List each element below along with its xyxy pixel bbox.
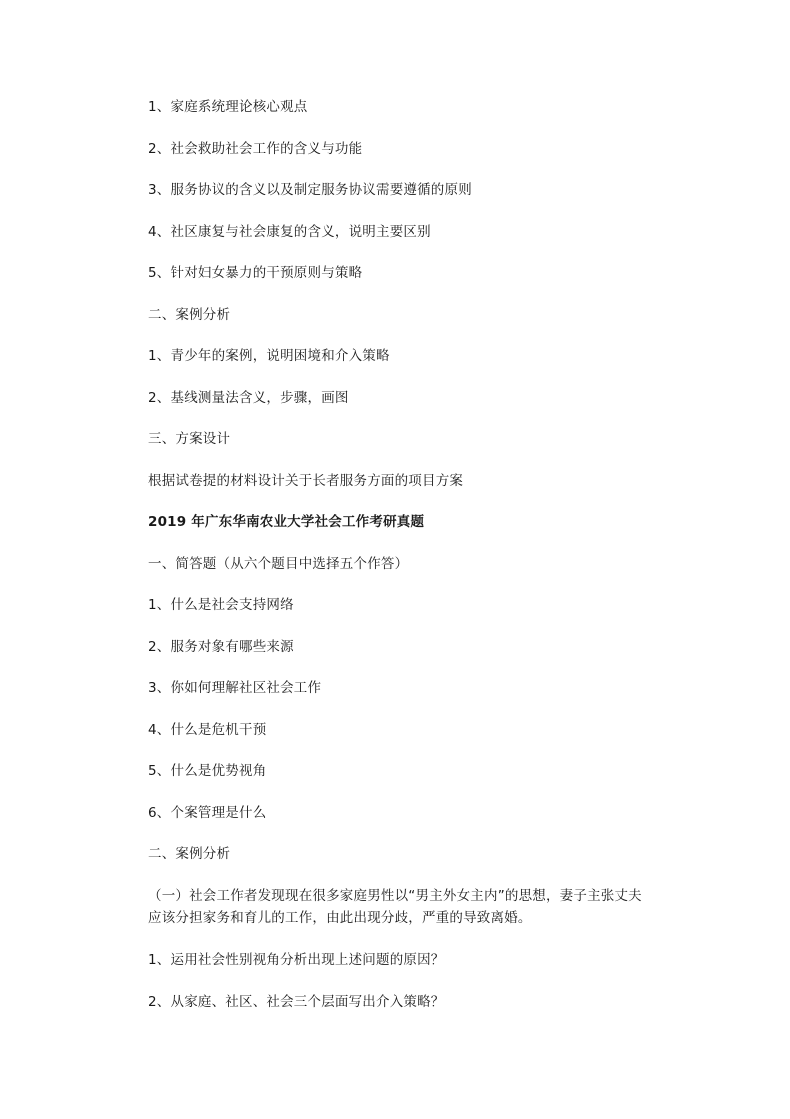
list-item: 2、服务对象有哪些来源 <box>148 639 294 655</box>
list-item: 2、基线测量法含义，步骤，画图 <box>148 390 349 406</box>
paragraph: 根据试卷提的材料设计关于长者服务方面的项目方案 <box>148 473 464 489</box>
list-item: 5、什么是优势视角 <box>148 763 267 779</box>
question-item: 2、从家庭、社区、社会三个层面写出介入策略？ <box>148 994 445 1010</box>
question-item: 1、运用社会性别视角分析出现上述问题的原因？ <box>148 952 445 968</box>
list-item: 1、家庭系统理论核心观点 <box>148 99 308 115</box>
section-heading: 一、简答题（从六个题目中选择五个作答） <box>148 556 409 572</box>
list-item: 3、你如何理解社区社会工作 <box>148 680 322 696</box>
list-item: 5、针对妇女暴力的干预原则与策略 <box>148 265 363 281</box>
case-paragraph-line-1: （一）社会工作者发现现在很多家庭男性以“男主外女主内”的思想，妻子主张丈夫 <box>148 888 642 904</box>
list-item: 1、什么是社会支持网络 <box>148 597 294 613</box>
list-item: 6、个案管理是什么 <box>148 805 267 821</box>
document-title: 2019 年广东华南农业大学社会工作考研真题 <box>148 514 425 530</box>
section-heading: 二、案例分析 <box>148 307 231 323</box>
list-item: 4、什么是危机干预 <box>148 722 267 738</box>
section-heading: 二、案例分析 <box>148 846 231 862</box>
case-paragraph-line-2: 应该分担家务和育儿的工作，由此出现分歧，严重的导致离婚。 <box>148 910 532 926</box>
list-item: 4、社区康复与社会康复的含义，说明主要区别 <box>148 224 431 240</box>
list-item: 1、青少年的案例，说明困境和介入策略 <box>148 348 390 364</box>
list-item: 2、社会救助社会工作的含义与功能 <box>148 141 363 157</box>
list-item: 3、服务协议的含义以及制定服务协议需要遵循的原则 <box>148 182 472 198</box>
section-heading: 三、方案设计 <box>148 431 231 447</box>
